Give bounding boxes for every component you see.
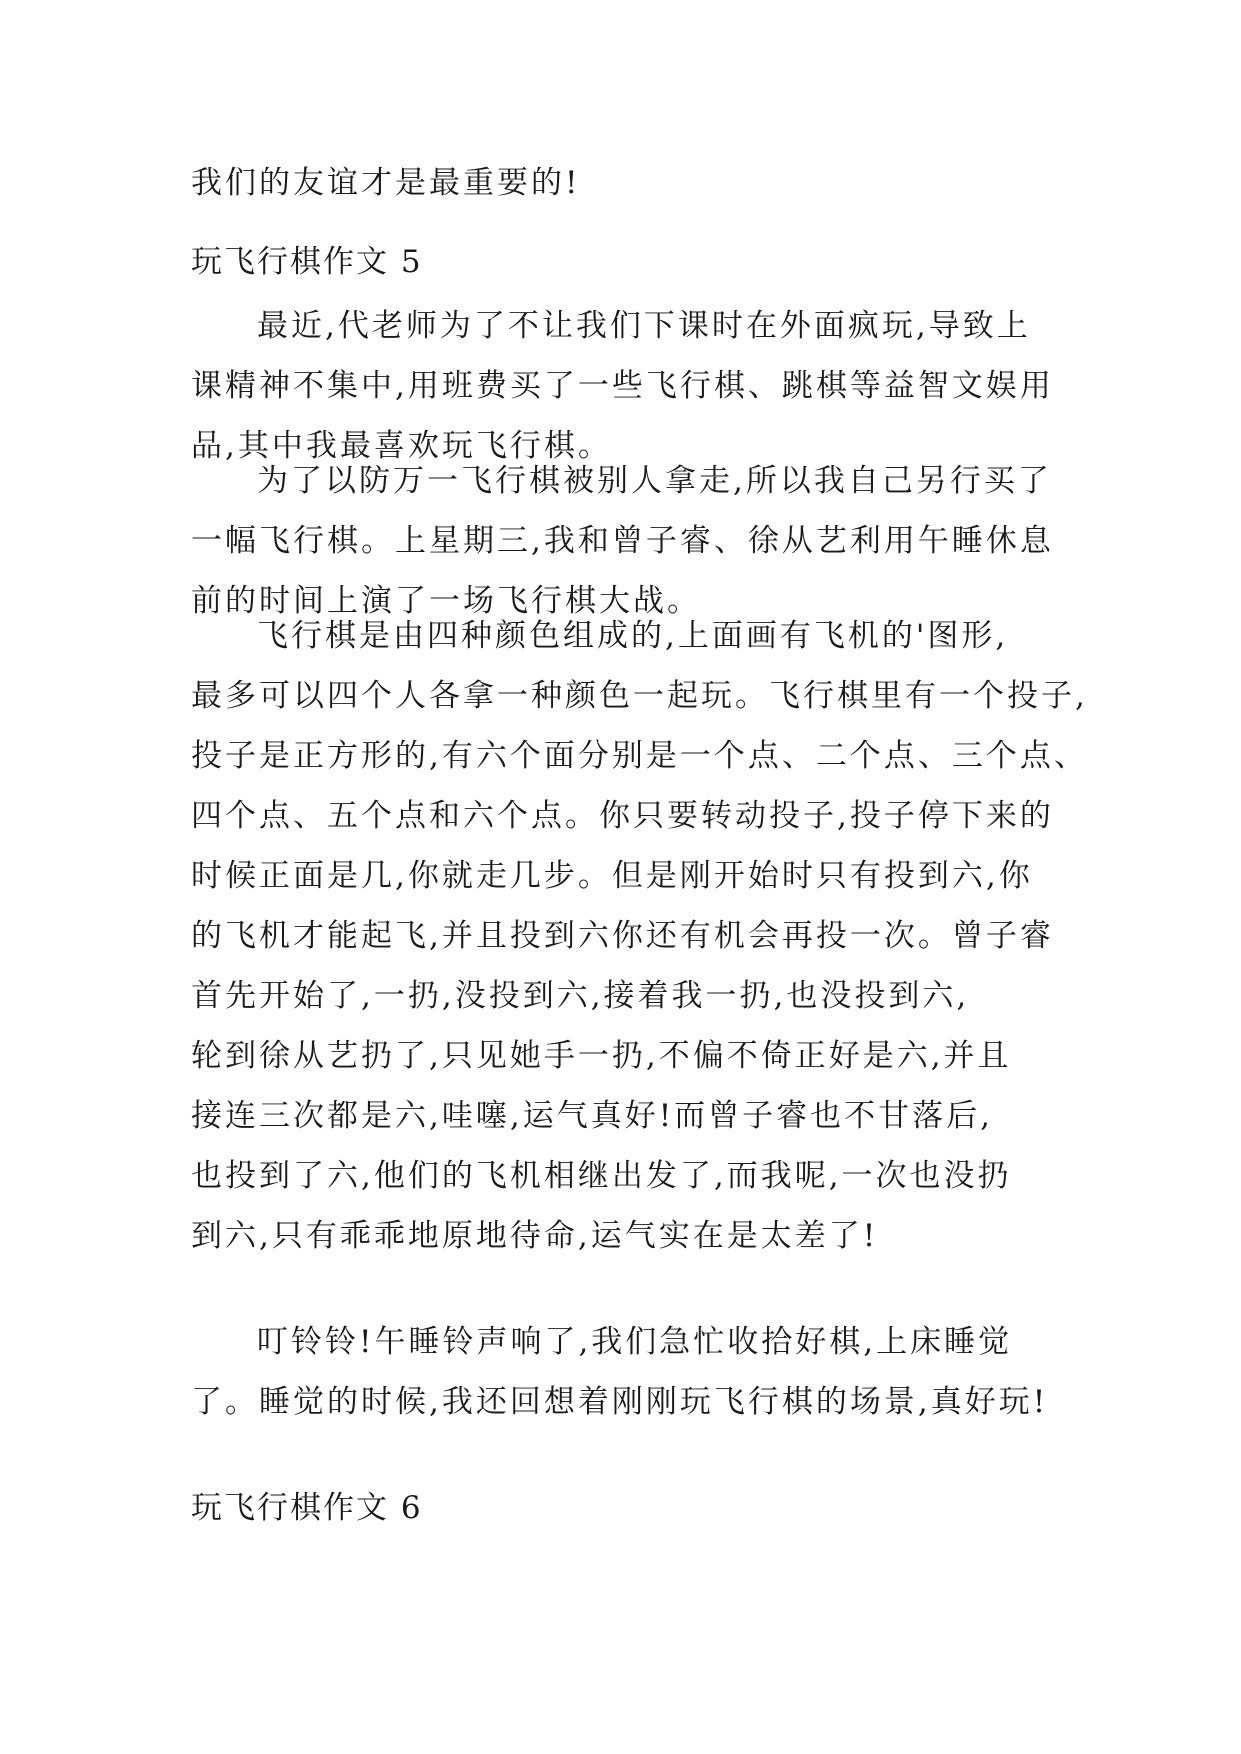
paragraph-line: 接连三次都是六,哇噻,运气真好!而曾子睿也不甘落后, (191, 1098, 994, 1134)
paragraph-line: 一幅飞行棋。上星期三,我和曾子睿、徐从艺利用午睡休息 (191, 523, 1054, 559)
paragraph-line: 到六,只有乖乖地原地待命,运气实在是太差了! (191, 1218, 879, 1254)
paragraph-line: 品,其中我最喜欢玩飞行棋。 (191, 428, 612, 464)
paragraph-line: 了。睡觉的时候,我还回想着刚刚玩飞行棋的场景,真好玩! (191, 1384, 1049, 1420)
paragraph-line: 首先开始了,一扔,没投到六,接着我一扔,也没投到六, (191, 978, 970, 1014)
essay6-title-block (191, 1478, 1061, 1538)
paragraph-line: 投子是正方形的,有六个面分别是一个点、二个点、三个点、 (191, 738, 1088, 774)
paragraph-line: 最多可以四个人各拿一种颜色一起玩。飞行棋里有一个投子, (191, 678, 1088, 714)
essay5-paragraph-4 (191, 1312, 1061, 1432)
paragraph-line: 为了以防万一飞行棋被别人拿走,所以我自己另行买了 (257, 463, 1052, 499)
paragraph-line: 的飞机才能起飞,并且投到六你还有机会再投一次。曾子睿 (191, 918, 1054, 954)
paragraph-line: 轮到徐从艺扔了,只见她手一扔,不偏不倚正好是六,并且 (191, 1038, 1012, 1074)
paragraph-line: 也投到了六,他们的飞机相继出发了,而我呢,一次也没扔 (191, 1158, 1012, 1194)
intro-block (191, 153, 1061, 213)
essay6-title: 玩飞行棋作文 6 (191, 1490, 423, 1526)
essay5-paragraph-3 (191, 606, 1088, 1266)
paragraph-line: 最近,代老师为了不让我们下课时在外面疯玩,导致上 (257, 308, 1031, 344)
paragraph-line: 四个点、五个点和六个点。你只要转动投子,投子停下来的 (191, 798, 1054, 834)
essay5-paragraph-1 (191, 296, 1061, 476)
essay5-title-block (191, 232, 1061, 292)
paragraph-line: 课精神不集中,用班费买了一些飞行棋、跳棋等益智文娱用 (191, 368, 1054, 404)
intro-line: 我们的友谊才是最重要的! (191, 165, 581, 201)
paragraph-line: 前的时间上演了一场飞行棋大战。 (191, 583, 701, 619)
essay5-paragraph-2 (191, 451, 1061, 631)
paragraph-line: 叮铃铃!午睡铃声响了,我们急忙收拾好棋,上床睡觉 (257, 1324, 1013, 1360)
paragraph-line: 时候正面是几,你就走几步。但是刚开始时只有投到六,你 (191, 858, 1033, 894)
essay5-title: 玩飞行棋作文 5 (191, 244, 423, 280)
paragraph-line: 飞行棋是由四种颜色组成的,上面画有飞机的'图形, (257, 618, 1009, 654)
